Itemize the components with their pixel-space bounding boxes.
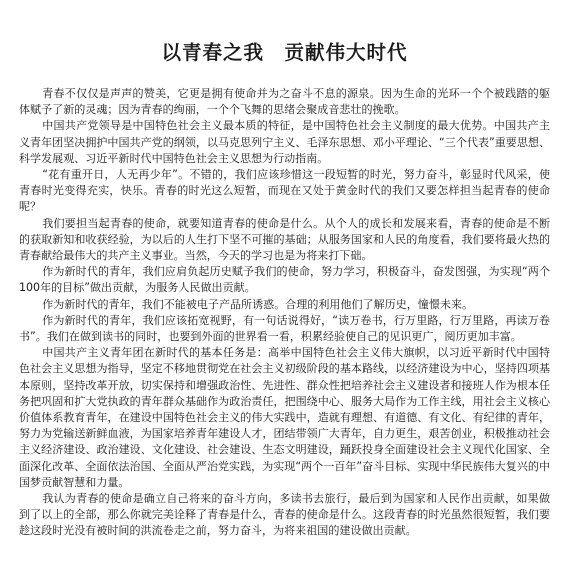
document-body <box>19 86 550 540</box>
paragraph-9: 我认为青春的使命是确立自己将来的奋斗方向，多读书去旅行，最后到为国家和人民作出贡献，如果做到了以上的全部，那么你就完美诠释了青春是什么，青春的使命是什么。这段青春的时光虽然很短暂，我们要趁这段时光没有被时间的洪流卷走之前，努力奋斗，为将来祖国的建设做出贡献。 <box>19 492 550 538</box>
paragraph-8: 中国共产主义青年团在新时代的基本任务是：高举中国特色社会主义伟大旗帜，以习近平新时代中国特色社会主义思想为指导，坚定不移地贯彻党在社会主义初级阶段的基本路线，以经济建设为中心，坚持四项基本原则，坚持改革开放，切实保持和增强政治性、先进性、群众性把培养社会主义建设者和接班人作为根本任务把巩固和扩大党执政的青年群众基础作为政治责任，把围绕中心、服务大局作为工作主线，用社会主义核心价值体系教育青年，在建设中国特色社会主义的伟大实践中，造就有理想、有道德、有文化、有纪律的青年，努力为党输送新鲜血液，为国家培养青年建设人才，团结带领广大青年，自力更生，艰苦创业，积极推动社会主义经济建设、政治建设、文化建设、社会建设、生态文明建设，踊跃投身全面建设社会主义现代化国家、全面深化改革、全面依法治国、全面从严治党实践，为实现“两个一百年”奋斗目标、实现中华民族伟大复兴的中国梦贡献智慧和力量。 <box>19 346 550 489</box>
paragraph-4: 我们要担当起青春的使命，就要知道青春的使命是什么。从个人的成长和发展来看，青春的使命是不断的获取新知和收获经验，为以后的人生打下坚不可摧的基础；从服务国家和人民的角度看，我们要将最火热的青春献给最伟大的共产主义事业。当然，今天的学习也是为将来打下础。 <box>19 216 550 263</box>
paragraph-7: 作为新时代的青年，我们应该拓宽视野，有一句话说得好，“读万卷书，行万里路，行万里路，再读万卷书”。我们在做到读书的同时，也要到外面的世界看一看，积累经验使自己的见识更广，阅历更加丰富。 <box>19 313 550 344</box>
document-title: 以青春之我 贡献伟大时代 <box>161 41 408 64</box>
paragraph-6: 作为新时代的青年，我们不能被电子产品所诱惑。合理的利用他们了解历史，憧憬未来。 <box>42 297 474 311</box>
paragraph-5: 作为新时代的青年，我们应肩负起历史赋予我们的使命，努力学习，积极奋斗，奋发图强，为实现“两个100年的目标”做出贡献，为服务人民做出贡献。 <box>19 265 550 295</box>
paragraph-1: 青春不仅仅是声声的赞美，它更是拥有使命并为之奋斗不息的源泉。因为生命的光环一个个被践踏的躯体赋予了新的灵魂；因为青春的绚丽，一个个飞舞的思绪会聚成音悲壮的挽歌。 <box>19 87 550 117</box>
paragraph-2: 中国共产党领导是中国特色社会主义最本质的特征，是中国特色社会主义制度的最大优势。中国共产主义青年团坚决拥护中国共产党的纲领，以马克思列宁主义、毛泽东思想、邓小平理论、“三个代表”重要思想、科学发展观、习近平新时代中国特色社会主义思想为行动指南。 <box>19 119 550 165</box>
paragraph-3: “花有重开日，人无再少年”。不错的，我们应该珍惜这一段短暂的时光，努力奋斗，彰显时代风采，使青春时光变得充实，快乐。青春的时光这么短暂，而现在又处于黄金时代的我们又要怎样担当起青春的使命呢？ <box>19 168 550 214</box>
